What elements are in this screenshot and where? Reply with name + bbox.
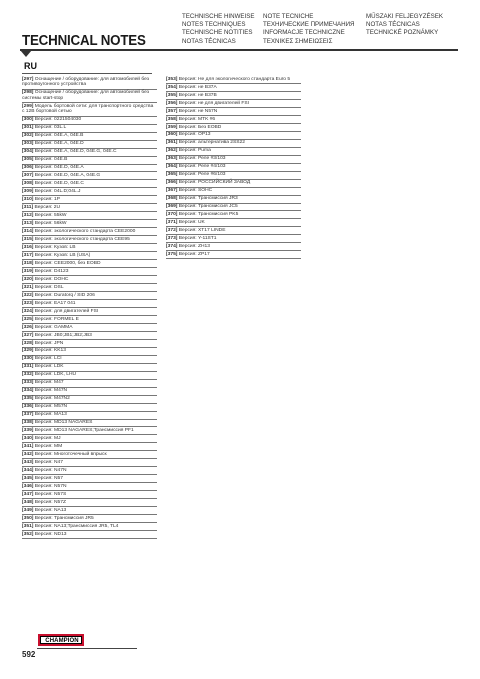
note-text: Версия: ZH13 xyxy=(178,244,210,250)
note-number: [319] xyxy=(22,268,34,274)
note-number: [353] xyxy=(166,76,178,82)
note-text: Версия: альтернатива 2SS22 xyxy=(178,140,245,146)
note-number: [312] xyxy=(22,213,34,218)
note-number: [297] xyxy=(22,76,34,82)
note-row xyxy=(22,292,157,300)
note-number: [370] xyxy=(166,212,178,218)
note-text: Версия: DSL xyxy=(34,284,64,290)
note-text: Версия: Многоточечный впрыск xyxy=(34,452,107,458)
note-row xyxy=(22,268,157,276)
note-number: [357] xyxy=(166,108,178,114)
note-row xyxy=(22,125,157,133)
note-row xyxy=(22,260,157,268)
note-row xyxy=(22,276,157,284)
note-number: [329] xyxy=(22,348,34,354)
note-row xyxy=(22,491,157,499)
note-row xyxy=(166,92,301,100)
note-row xyxy=(22,157,157,165)
note-row xyxy=(22,172,157,180)
note-row xyxy=(166,196,301,204)
champion-logo xyxy=(38,634,84,646)
note-text: Версия: экологического стандарта CEE95 xyxy=(34,236,130,242)
note-text: Версия: ND13 xyxy=(34,531,67,537)
note-row xyxy=(22,388,157,396)
note-number: [343] xyxy=(22,460,34,466)
page-title: TECHNICAL NOTES xyxy=(22,33,146,49)
note-number: [325] xyxy=(22,316,34,322)
header-translations-col-3 xyxy=(366,13,443,38)
note-row xyxy=(166,84,301,92)
note-row xyxy=(166,108,301,116)
note-text: Версия: MD13 NAGARES;Трансмиссия PF1 xyxy=(34,428,134,434)
note-text: Модель бортовой сети: для транспортного средства с 12В бортовой сетью xyxy=(22,103,154,115)
note-text: Версия: Трансмиссия JR5 xyxy=(34,515,94,521)
note-number: [362] xyxy=(166,148,178,154)
note-text: Версия: FORMEL E xyxy=(34,316,79,322)
note-number: [344] xyxy=(22,468,34,473)
note-number: [326] xyxy=(22,324,34,330)
note-row xyxy=(22,90,157,104)
note-text: Версия: LCI xyxy=(34,356,62,362)
note-text: Версия: N47 xyxy=(34,460,63,466)
note-number: [305] xyxy=(22,157,34,163)
note-text: Версия: M47N2 xyxy=(34,396,70,402)
note-text: Версия: Реле #3/103 xyxy=(178,156,226,162)
note-text: Версия: Duratorq / SID 206 xyxy=(34,292,95,298)
note-number: [298] xyxy=(22,90,34,96)
note-text: Версия: 03L.L xyxy=(34,125,67,131)
note-row xyxy=(22,380,157,388)
header-translation: ТЕХНИЧЕСКИЕ ПРИМЕЧАНИЯ xyxy=(263,21,355,29)
note-number: [366] xyxy=(166,180,178,186)
note-row xyxy=(166,172,301,180)
note-text: Версия: 04E.B xyxy=(34,157,68,163)
note-text: Версия: 04E.D, 04E.A, 04E.G xyxy=(34,173,101,179)
note-text: Версия: не для двигателей FSI xyxy=(178,100,250,106)
note-row xyxy=(22,188,157,196)
note-text: Версия: NA13;Трансмиссия JR5, TL4 xyxy=(34,523,119,529)
note-row xyxy=(22,435,157,443)
note-row xyxy=(22,180,157,188)
language-rule xyxy=(22,73,152,74)
note-number: [341] xyxy=(22,444,34,450)
note-number: [354] xyxy=(166,84,178,90)
note-row xyxy=(166,140,301,148)
header-translation: NOTE TECNICHE xyxy=(263,13,314,20)
note-number: [360] xyxy=(166,132,178,138)
note-text: Версия: Реле #6/103 xyxy=(178,172,226,178)
note-number: [327] xyxy=(22,332,34,338)
note-text: Версия: DOHC xyxy=(34,276,69,282)
note-row xyxy=(166,243,301,251)
note-row xyxy=(22,412,157,420)
note-number: [302] xyxy=(22,133,34,139)
header-translation: TECHNISCHE HINWEISE xyxy=(182,13,255,20)
note-text: Версия: M47N xyxy=(34,388,68,394)
note-row xyxy=(22,141,157,149)
note-text: Оснащение / оборудование: для автомобилей без противоугонного устройства xyxy=(22,76,149,88)
note-row xyxy=(166,204,301,212)
note-text: Версия: N57 xyxy=(34,475,63,481)
note-text: Версия: Не для экологического стандарта Euro 5 xyxy=(178,76,291,82)
note-row xyxy=(166,156,301,164)
note-row xyxy=(22,165,157,173)
note-text: Версия: MA13 xyxy=(34,412,67,418)
note-number: [336] xyxy=(22,404,34,410)
note-number: [352] xyxy=(22,531,34,537)
note-number: [356] xyxy=(166,100,178,106)
header-translation: NOTES TECHNIQUES xyxy=(182,21,246,29)
note-number: [361] xyxy=(166,140,178,146)
note-text: Версия: SOHC xyxy=(178,188,213,194)
note-row xyxy=(22,459,157,467)
note-number: [367] xyxy=(166,188,178,194)
note-row xyxy=(22,103,157,117)
note-row xyxy=(166,188,301,196)
note-row xyxy=(22,204,157,212)
header-translation: MŰSZAKI FELJEGYZÉSEK xyxy=(366,13,444,20)
note-text: Версия: 04E.A, 04E.D xyxy=(34,141,84,147)
note-text: Версия: MM xyxy=(34,444,63,450)
note-text: Версия: 04E.A, 04E.B xyxy=(34,133,84,139)
note-number: [342] xyxy=(22,452,34,458)
note-number: [373] xyxy=(166,236,178,242)
note-number: [334] xyxy=(22,388,34,394)
note-row xyxy=(22,523,157,531)
note-text: Версия: 04E.A, 04E.D, 04E.G, 04E.C xyxy=(34,149,117,155)
note-text: Версия: Трансмиссия JR3 xyxy=(178,196,238,202)
note-number: [300] xyxy=(22,117,34,123)
note-row xyxy=(22,117,157,125)
note-text: Версия: XT17 LINDE xyxy=(178,228,226,234)
note-row xyxy=(22,252,157,260)
note-text: Версия: Кузов: LB (USA) xyxy=(34,252,91,258)
note-row xyxy=(22,467,157,475)
note-number: [308] xyxy=(22,181,34,187)
header-translation: NOTAS TÉCNICAS xyxy=(182,37,236,45)
note-number: [346] xyxy=(22,483,34,489)
note-number: [335] xyxy=(22,396,34,402)
note-text: Версия: N57Z xyxy=(34,499,66,505)
note-number: [359] xyxy=(166,124,178,130)
note-text: Версия: KK13 xyxy=(34,348,66,354)
note-row xyxy=(22,133,157,141)
note-number: [363] xyxy=(166,156,178,162)
note-row xyxy=(22,220,157,228)
note-text: Версия: NA13 xyxy=(34,507,67,513)
note-row xyxy=(166,235,301,243)
note-text: Версия: экологического стандарта CEE2000 xyxy=(34,228,136,234)
note-number: [364] xyxy=(166,164,178,170)
note-number: [320] xyxy=(22,276,34,282)
note-number: [348] xyxy=(22,499,34,505)
note-row xyxy=(22,531,157,539)
note-text: Версия: не B37B xyxy=(178,92,217,98)
note-text: Версия: Puma xyxy=(178,148,211,154)
note-row xyxy=(22,340,157,348)
header-translation: NOTAS TÉCNICAS xyxy=(366,21,420,29)
note-text: Версия: 2U xyxy=(34,205,61,211)
note-row xyxy=(22,300,157,308)
page-number: 592 xyxy=(22,650,36,659)
note-text: Версия: 56kW xyxy=(34,220,67,226)
note-text: Версия: GAMMA xyxy=(34,324,73,330)
note-text: Версия: не N57N xyxy=(178,108,218,114)
note-text: Версия: N47N xyxy=(34,468,67,473)
note-number: [317] xyxy=(22,252,34,258)
logo-text: CHAMPION xyxy=(45,637,79,644)
note-row xyxy=(22,348,157,356)
note-text: Версия: Реле #4/103 xyxy=(178,164,226,170)
note-text: Версия: MD13 NAGARES xyxy=(34,420,93,426)
note-text: Версия: ZP17 xyxy=(178,252,210,257)
note-row xyxy=(22,396,157,404)
note-row xyxy=(22,507,157,515)
note-row xyxy=(22,515,157,523)
note-row xyxy=(22,499,157,507)
note-number: [328] xyxy=(22,340,34,346)
note-text: Оснащение / оборудование: для автомобилей без системы start-stop xyxy=(22,90,149,101)
note-row xyxy=(166,76,301,84)
notes-column-right xyxy=(166,76,301,259)
note-number: [369] xyxy=(166,204,178,210)
note-number: [309] xyxy=(22,189,34,195)
note-number: [318] xyxy=(22,260,34,266)
note-text: Версия: CEE2000, без EOBD xyxy=(34,260,101,266)
note-number: [316] xyxy=(22,244,34,250)
note-text: Версия: 1P xyxy=(34,197,61,203)
note-number: [368] xyxy=(166,196,178,202)
note-text: Версия: MTK #6 xyxy=(178,116,216,122)
note-number: [304] xyxy=(22,149,34,155)
header-translation: INFORMACJE TECHNICZNE xyxy=(263,29,345,37)
note-row xyxy=(166,211,301,219)
note-number: [330] xyxy=(22,356,34,362)
note-row xyxy=(166,116,301,124)
note-number: [340] xyxy=(22,436,34,442)
note-text: Версия: JPN xyxy=(34,340,64,346)
note-number: [347] xyxy=(22,491,34,497)
note-text: Версия: M47 xyxy=(34,380,64,386)
note-number: [333] xyxy=(22,380,34,386)
note-row xyxy=(22,316,157,324)
note-text: Версия: Без EOBD xyxy=(178,124,222,130)
note-row xyxy=(166,124,301,132)
note-number: [374] xyxy=(166,244,178,250)
note-row xyxy=(22,228,157,236)
note-number: [323] xyxy=(22,300,34,306)
note-number: [332] xyxy=(22,372,34,378)
note-row xyxy=(22,149,157,157)
note-row xyxy=(166,227,301,235)
note-row xyxy=(22,236,157,244)
note-text: Версия: MJ xyxy=(34,436,61,442)
note-row xyxy=(22,324,157,332)
note-text: Версия: 55kW xyxy=(34,213,67,218)
note-text: Версия: не B37A xyxy=(178,84,217,90)
note-row xyxy=(166,180,301,188)
note-row xyxy=(22,356,157,364)
note-text: Версия: Y-11ST1 xyxy=(178,236,217,242)
note-row xyxy=(166,132,301,140)
note-text: Версия: 0221504030 xyxy=(34,117,82,123)
note-number: [350] xyxy=(22,515,34,521)
header-triangle-marker xyxy=(20,50,32,57)
note-number: [331] xyxy=(22,364,34,370)
note-text: Версия: N57S xyxy=(34,491,67,497)
note-number: [306] xyxy=(22,165,34,171)
note-text: Версия: LDK, LHU xyxy=(34,372,77,378)
note-row xyxy=(22,196,157,204)
note-text: Версия: РОССИЙСКИЙ ЗАВОД xyxy=(178,180,251,186)
note-row xyxy=(22,364,157,372)
header-translation: TECHNISCHE NOTITIES xyxy=(182,29,253,37)
note-number: [355] xyxy=(166,92,178,98)
note-number: [338] xyxy=(22,420,34,426)
note-row xyxy=(22,420,157,428)
note-number: [358] xyxy=(166,116,178,122)
note-row xyxy=(22,308,157,316)
note-text: Версия: Кузов: LB xyxy=(34,244,76,250)
note-text: Версия: OP13 xyxy=(178,132,211,138)
note-row xyxy=(22,427,157,435)
note-row xyxy=(166,219,301,227)
note-row xyxy=(22,332,157,340)
note-text: Версия: 04E.D, 04E.A xyxy=(34,165,84,171)
note-row xyxy=(166,100,301,108)
note-number: [299] xyxy=(22,103,34,109)
logo-inner-box xyxy=(40,636,82,644)
note-text: Версия: 04L.D;04L.J xyxy=(34,189,81,195)
notes-column-left xyxy=(22,76,157,539)
note-number: [351] xyxy=(22,523,34,529)
header-translations-col-1 xyxy=(182,13,255,46)
note-row xyxy=(166,148,301,156)
note-number: [301] xyxy=(22,125,34,131)
note-number: [314] xyxy=(22,228,34,234)
note-row xyxy=(166,164,301,172)
note-row xyxy=(22,372,157,380)
note-number: [349] xyxy=(22,507,34,513)
footer-rule xyxy=(37,648,137,649)
note-number: [371] xyxy=(166,220,178,226)
note-row xyxy=(22,475,157,483)
note-number: [321] xyxy=(22,284,34,290)
note-number: [375] xyxy=(166,252,178,257)
note-number: [313] xyxy=(22,220,34,226)
note-number: [303] xyxy=(22,141,34,147)
note-text: Версия: M57N xyxy=(34,404,68,410)
note-number: [307] xyxy=(22,173,34,179)
note-number: [324] xyxy=(22,308,34,314)
note-number: [310] xyxy=(22,197,34,203)
note-number: [339] xyxy=(22,428,34,434)
note-row xyxy=(22,451,157,459)
note-text: Версия: N57N xyxy=(34,483,67,489)
note-row xyxy=(22,76,157,90)
note-number: [337] xyxy=(22,412,34,418)
note-row xyxy=(22,212,157,220)
note-number: [315] xyxy=(22,236,34,242)
note-text: Версия: JB0;JB1;JB2;JB3 xyxy=(34,332,92,338)
note-number: [345] xyxy=(22,475,34,481)
note-text: Версия: Трансмиссия PK5 xyxy=(178,212,239,218)
note-text: Версия: EA17 041 xyxy=(34,300,76,306)
header-rule xyxy=(20,49,458,51)
header-translation: ΤΕΧΝΙΚΕΣ ΣΗΜΕΙΩΣΕΙΣ xyxy=(263,37,333,45)
note-text: Версия: для двигателей FSI xyxy=(34,308,99,314)
note-row xyxy=(166,251,301,259)
note-row xyxy=(22,404,157,412)
note-row xyxy=(22,483,157,491)
note-text: Версия: UK xyxy=(178,220,205,226)
note-row xyxy=(22,284,157,292)
note-text: Версия: 04E.D, 04E.C xyxy=(34,181,84,187)
note-row xyxy=(22,244,157,252)
note-number: [372] xyxy=(166,228,178,234)
header-translation: TECHNICKÉ POZNÁMKY xyxy=(366,29,439,37)
note-number: [365] xyxy=(166,172,178,178)
note-number: [311] xyxy=(22,205,34,211)
note-number: [322] xyxy=(22,292,34,298)
note-text: Версия: D4123 xyxy=(34,268,69,274)
note-text: Версия: Трансмиссия JC5 xyxy=(178,204,238,210)
note-row xyxy=(22,443,157,451)
header-translations-col-2 xyxy=(263,13,355,46)
note-text: Версия: LDK xyxy=(34,364,64,370)
language-code: RU xyxy=(24,61,37,71)
